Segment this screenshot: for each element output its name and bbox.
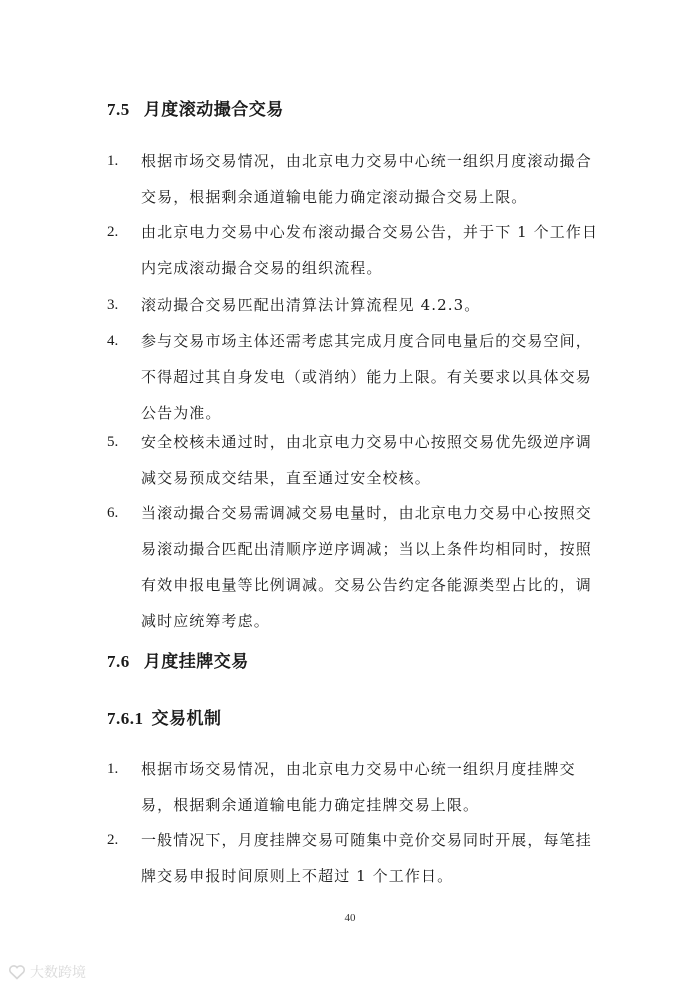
list-item bbox=[107, 323, 604, 431]
watermark-text: 大数跨境 bbox=[30, 965, 86, 981]
list-item-text: 一般情况下，月度挂牌交易可随集中竞价交易同时开展，每笔挂 bbox=[141, 831, 592, 849]
section-title: 交易机制 bbox=[151, 709, 222, 729]
list-item-number: 2. bbox=[107, 224, 119, 240]
list-item-number: 5. bbox=[107, 434, 119, 450]
list-item-number: 3. bbox=[107, 297, 119, 313]
list-item bbox=[107, 751, 604, 823]
list-item-number: 6. bbox=[107, 505, 119, 521]
list-item-text: 易，根据剩余通道输电能力确定挂牌交易上限。 bbox=[141, 796, 480, 814]
section-title: 月度挂牌交易 bbox=[143, 652, 249, 672]
list-item-text: 安全校核未通过时，由北京电力交易中心按照交易优先级逆序调 bbox=[141, 433, 592, 451]
list-item-text: 内完成滚动撮合交易的组织流程。 bbox=[141, 259, 383, 277]
list-item-text: 有效申报电量等比例调减。交易公告约定各能源类型占比的，调 bbox=[141, 576, 592, 594]
section-number: 7.6 bbox=[107, 652, 130, 671]
section-title: 月度滚动撮合交易 bbox=[143, 100, 284, 120]
list-item-text: 当滚动撮合交易需调减交易电量时，由北京电力交易中心按照交 bbox=[141, 504, 592, 522]
list-item-number: 2. bbox=[107, 832, 119, 848]
list-item-text: 易滚动撮合匹配出清顺序逆序调减；当以上条件均相同时，按照 bbox=[141, 540, 592, 558]
list-item bbox=[107, 424, 604, 496]
list-item bbox=[107, 287, 604, 323]
section-number: 7.6.1 bbox=[107, 709, 144, 728]
list-item bbox=[107, 143, 604, 215]
list-item bbox=[107, 495, 604, 639]
list-item-text: 根据市场交易情况，由北京电力交易中心统一组织月度挂牌交 bbox=[141, 760, 576, 778]
list-item-text: 不得超过其自身发电（或消纳）能力上限。有关要求以具体交易 bbox=[141, 368, 592, 386]
list-item-text: 公告为准。 bbox=[141, 404, 222, 422]
list-item-number: 1. bbox=[107, 761, 119, 777]
list-item-text: 减交易预成交结果，直至通过安全校核。 bbox=[141, 469, 431, 487]
page-number: 40 bbox=[344, 912, 356, 924]
watermark bbox=[8, 962, 86, 982]
list-item bbox=[107, 822, 604, 894]
list-item-text: 由北京电力交易中心发布滚动撮合交易公告，并于下 1 个工作日 bbox=[141, 223, 599, 241]
list-item-text: 牌交易申报时间原则上不超过 1 个工作日。 bbox=[141, 867, 454, 885]
list-item-text: 减时应统筹考虑。 bbox=[141, 612, 270, 630]
list-item-number: 4. bbox=[107, 333, 119, 349]
section-heading-7-5 bbox=[107, 95, 284, 120]
list-item bbox=[107, 214, 604, 286]
list-item-number: 1. bbox=[107, 153, 119, 169]
section-heading-7-6-1 bbox=[107, 704, 222, 729]
section-heading-7-6 bbox=[107, 647, 249, 672]
list-item-text: 参与交易市场主体还需考虑其完成月度合同电量后的交易空间， bbox=[141, 332, 592, 350]
list-item-text: 滚动撮合交易匹配出清算法计算流程见 4.2.3。 bbox=[141, 296, 481, 314]
section-number: 7.5 bbox=[107, 100, 130, 119]
logo-icon bbox=[8, 964, 26, 980]
list-item-text: 交易，根据剩余通道输电能力确定滚动撮合交易上限。 bbox=[141, 188, 528, 206]
list-item-text: 根据市场交易情况，由北京电力交易中心统一组织月度滚动撮合 bbox=[141, 152, 592, 170]
